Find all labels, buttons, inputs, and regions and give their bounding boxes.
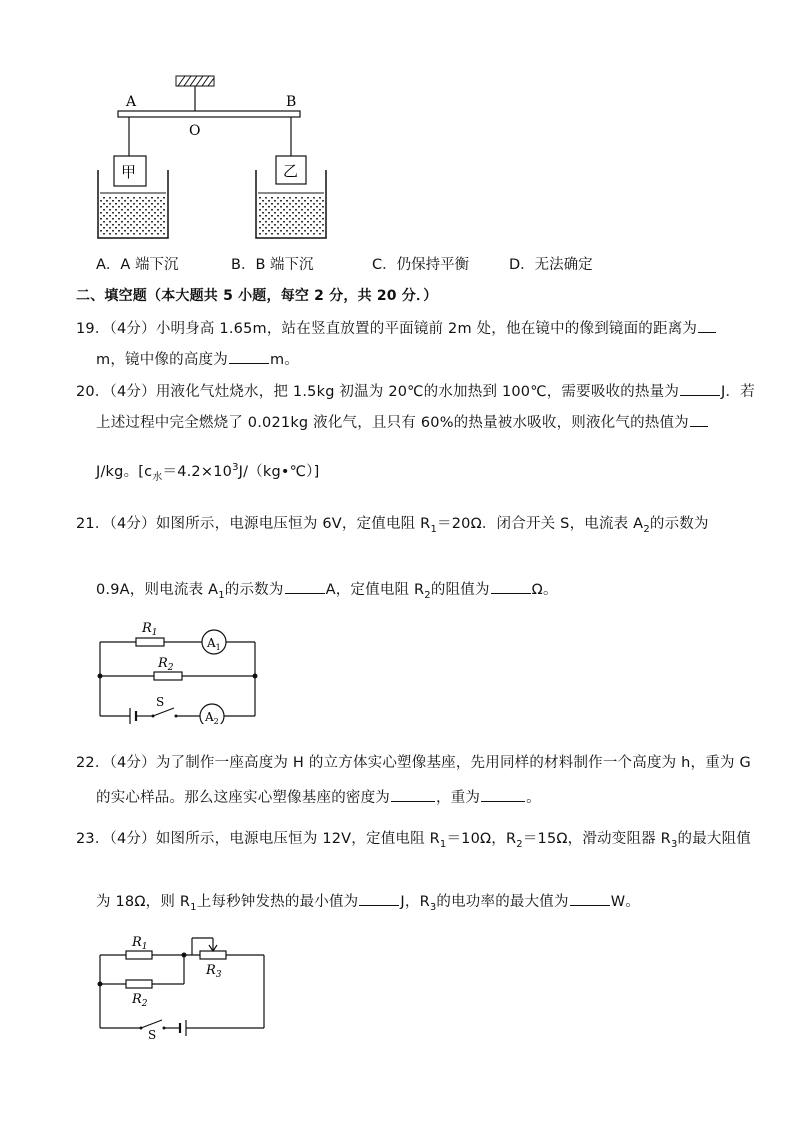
s-label: S: [148, 1028, 157, 1040]
r1-label: $R_1$: [142, 621, 158, 638]
q23-text2: ＝10Ω，R: [446, 831, 517, 847]
q23-line2: [96, 890, 640, 912]
section-title: 二、填空题（本大题共 5 小题，每空 2 分，共 20 分．）: [76, 288, 438, 304]
q23-text8: 的电功率的最大值为: [436, 894, 569, 910]
q21-line1: [76, 514, 709, 534]
lever-bar: [118, 111, 300, 117]
switch-s: [141, 1020, 162, 1028]
q19-line2: [96, 348, 299, 370]
resistor-r2: [154, 672, 182, 680]
q23-line1: [76, 829, 751, 849]
q20-text6: J/（kg•℃）]: [238, 464, 320, 480]
q21-line2: [96, 578, 558, 600]
circuit-figure-23: [92, 928, 272, 1040]
q19-blank1: [698, 317, 716, 333]
option-a: A．A 端下沉: [96, 257, 179, 273]
q23-text4: 的最大阻值: [677, 831, 752, 847]
q20-text3: 上述过程中完全燃烧了 0.021kg 液化气，且只有 60%的热量被水吸收，则液化气的热值为: [96, 415, 689, 431]
q21-text1: 21．（4分）如图所示，电源电压恒为 6V，定值电阻 R: [76, 516, 431, 532]
a2-label: $A_2$: [205, 710, 219, 724]
s-label: S: [156, 695, 165, 709]
option-b: B．B 端下沉: [231, 257, 314, 273]
r2-label: $R_2$: [158, 656, 174, 673]
q22-text3: ，重为: [436, 790, 481, 806]
r3-label: $R_3$: [206, 963, 222, 980]
q19-text2: m，镜中像的高度为: [96, 352, 228, 368]
box-jia-label: 甲: [121, 163, 137, 181]
q21-text5: 的示数为: [224, 582, 284, 598]
q21-text8: Ω。: [531, 582, 558, 598]
option-c: C．仍保持平衡: [372, 257, 470, 273]
q20-text1: 20．（4分）用液化气灶烧水，把 1.5kg 初温为 20℃的水加热到 100℃，需要吸收的热量为: [76, 384, 680, 400]
q19-text3: m。: [269, 352, 299, 368]
q23-text5: 为 18Ω，则 R: [96, 894, 191, 910]
label-o: O: [189, 123, 201, 139]
q20-text2: J．若: [721, 384, 755, 400]
r1-label: $R_1$: [132, 935, 148, 952]
q21-blank1: [285, 578, 325, 594]
q22-blank2: [481, 786, 525, 802]
q23-text6: 上每秒钟发热的最小值为: [196, 894, 359, 910]
q21-text2: ＝20Ω．闭合开关 S，电流表 A: [437, 516, 644, 532]
q21-sub1: 1: [430, 523, 438, 535]
q23-text7: J，R: [400, 894, 430, 910]
label-b: B: [286, 94, 297, 110]
q23-sub1: 1: [439, 838, 447, 850]
q20-line3: [96, 462, 319, 482]
q23-sub5: 3: [429, 901, 437, 913]
label-a: A: [126, 94, 137, 110]
q23-text9: W。: [610, 894, 640, 910]
ceiling-support: [176, 76, 214, 111]
q21-blank2: [491, 578, 531, 594]
q20-sup: 3: [232, 462, 239, 474]
q19-text1: 19．（4分）小明身高 1.65m，站在竖直放置的平面镜前 2m 处，他在镜中的像到镜面的距离为: [76, 321, 698, 337]
q21-text6: A，定值电阻 R: [325, 582, 425, 598]
switch-s: [153, 708, 174, 716]
rheostat-r3: [200, 951, 226, 959]
q21-sub2: 2: [643, 523, 650, 535]
q20-text5: ＝4.2×10: [162, 464, 233, 480]
q22-text2: 的实心样品。那么这座实心塑像基座的密度为: [96, 790, 390, 806]
q21-text4: 0.9A，则电流表 A: [96, 582, 219, 598]
q21-sub4: 2: [424, 589, 431, 601]
box-yi-label: 乙: [283, 162, 299, 180]
a1-label: $A_1$: [207, 636, 221, 652]
q22-line2: [96, 786, 541, 808]
q22-text4: 。: [526, 790, 541, 806]
q23-sub3: 3: [670, 838, 678, 850]
q23-blank2: [570, 890, 610, 906]
r2-label: $R_2$: [132, 992, 148, 1009]
resistor-r2: [126, 980, 152, 988]
q23-sub2: 2: [516, 838, 523, 850]
q20-line1: [76, 380, 755, 402]
q19-blank2: [229, 348, 269, 364]
q23-text1: 23．（4分）如图所示，电源电压恒为 12V，定值电阻 R: [76, 831, 440, 847]
q19-line1: [76, 317, 717, 339]
q21-text3: 的示数为: [649, 516, 709, 532]
q22-line1: [76, 753, 751, 773]
q22-blank1: [391, 786, 435, 802]
q22-text1: 22．（4分）为了制作一座高度为 H 的立方体实心塑像基座，先用同样的材料制作一个高度为 h，重为 G: [76, 755, 751, 771]
q20-blank2: [690, 411, 708, 427]
q20-text4: J/kg。[c: [96, 464, 153, 480]
resistor-r1: [126, 951, 152, 959]
q21-text7: 的阻值为: [430, 582, 490, 598]
q20-line2: [96, 411, 709, 433]
lever-figure: [90, 70, 330, 250]
q20-sub: 水: [152, 471, 163, 483]
q21-sub3: 1: [218, 589, 225, 601]
q23-text3: ＝15Ω，滑动变阻器 R: [522, 831, 671, 847]
resistor-r1: [136, 638, 164, 646]
q20-blank1: [680, 380, 720, 396]
q23-sub4: 1: [190, 901, 197, 913]
circuit-figure-21: [92, 614, 272, 724]
q23-blank1: [359, 890, 399, 906]
option-d: D．无法确定: [509, 257, 593, 273]
